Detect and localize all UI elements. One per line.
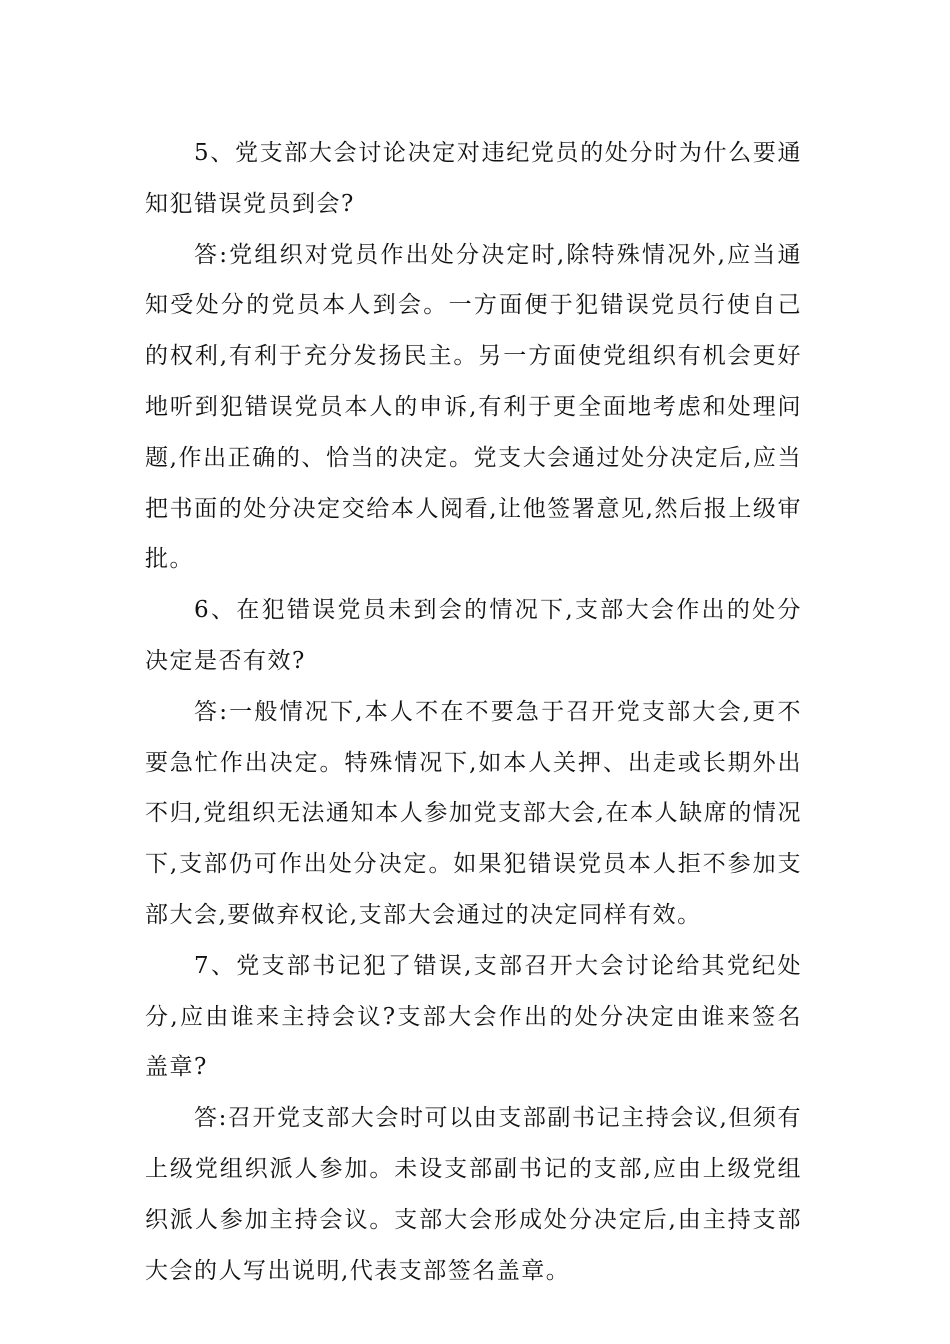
answer-7: 答:召开党支部大会时可以由支部副书记主持会议,但须有上级党组织派人参加。未设支部副书记的支部,应由上级党组织派人参加主持会议。支部大会形成处分决定后,由主持支部大会的人写出说明,代表支部签名盖章。 <box>145 1105 802 1284</box>
answer-5: 答:党组织对党员作出处分决定时,除特殊情况外,应当通知受处分的党员本人到会。一方面便于犯错误党员行使自己的权利,有利于充分发扬民主。另一方面使党组织有机会更好地听到犯错误党员本人的申诉,有利于更全面地考虑和处理问题,作出正确的、恰当的决定。党支大会通过处分决定后,应当把书面的处分决定交给本人阅看,让他签署意见,然后报上级审批。 <box>145 241 802 573</box>
question-7: 7、党支部书记犯了错误,支部召开大会讨论给其党纪处分,应由谁来主持会议?支部大会作出的处分决定由谁来签名盖章? <box>145 952 802 1081</box>
document-body <box>145 128 802 1296</box>
question-5: 5、党支部大会讨论决定对违纪党员的处分时为什么要通知犯错误党员到会? <box>145 140 802 217</box>
question-6: 6、在犯错误党员未到会的情况下,支部大会作出的处分决定是否有效? <box>145 597 802 674</box>
answer-6: 答:一般情况下,本人不在不要急于召开党支部大会,更不要急忙作出决定。特殊情况下,如本人关押、出走或长期外出不归,党组织无法通知本人参加党支部大会,在本人缺席的情况下,支部仍可作出处分决定。如果犯错误党员本人拒不参加支部大会,要做弃权论,支部大会通过的决定同样有效。 <box>145 698 802 928</box>
